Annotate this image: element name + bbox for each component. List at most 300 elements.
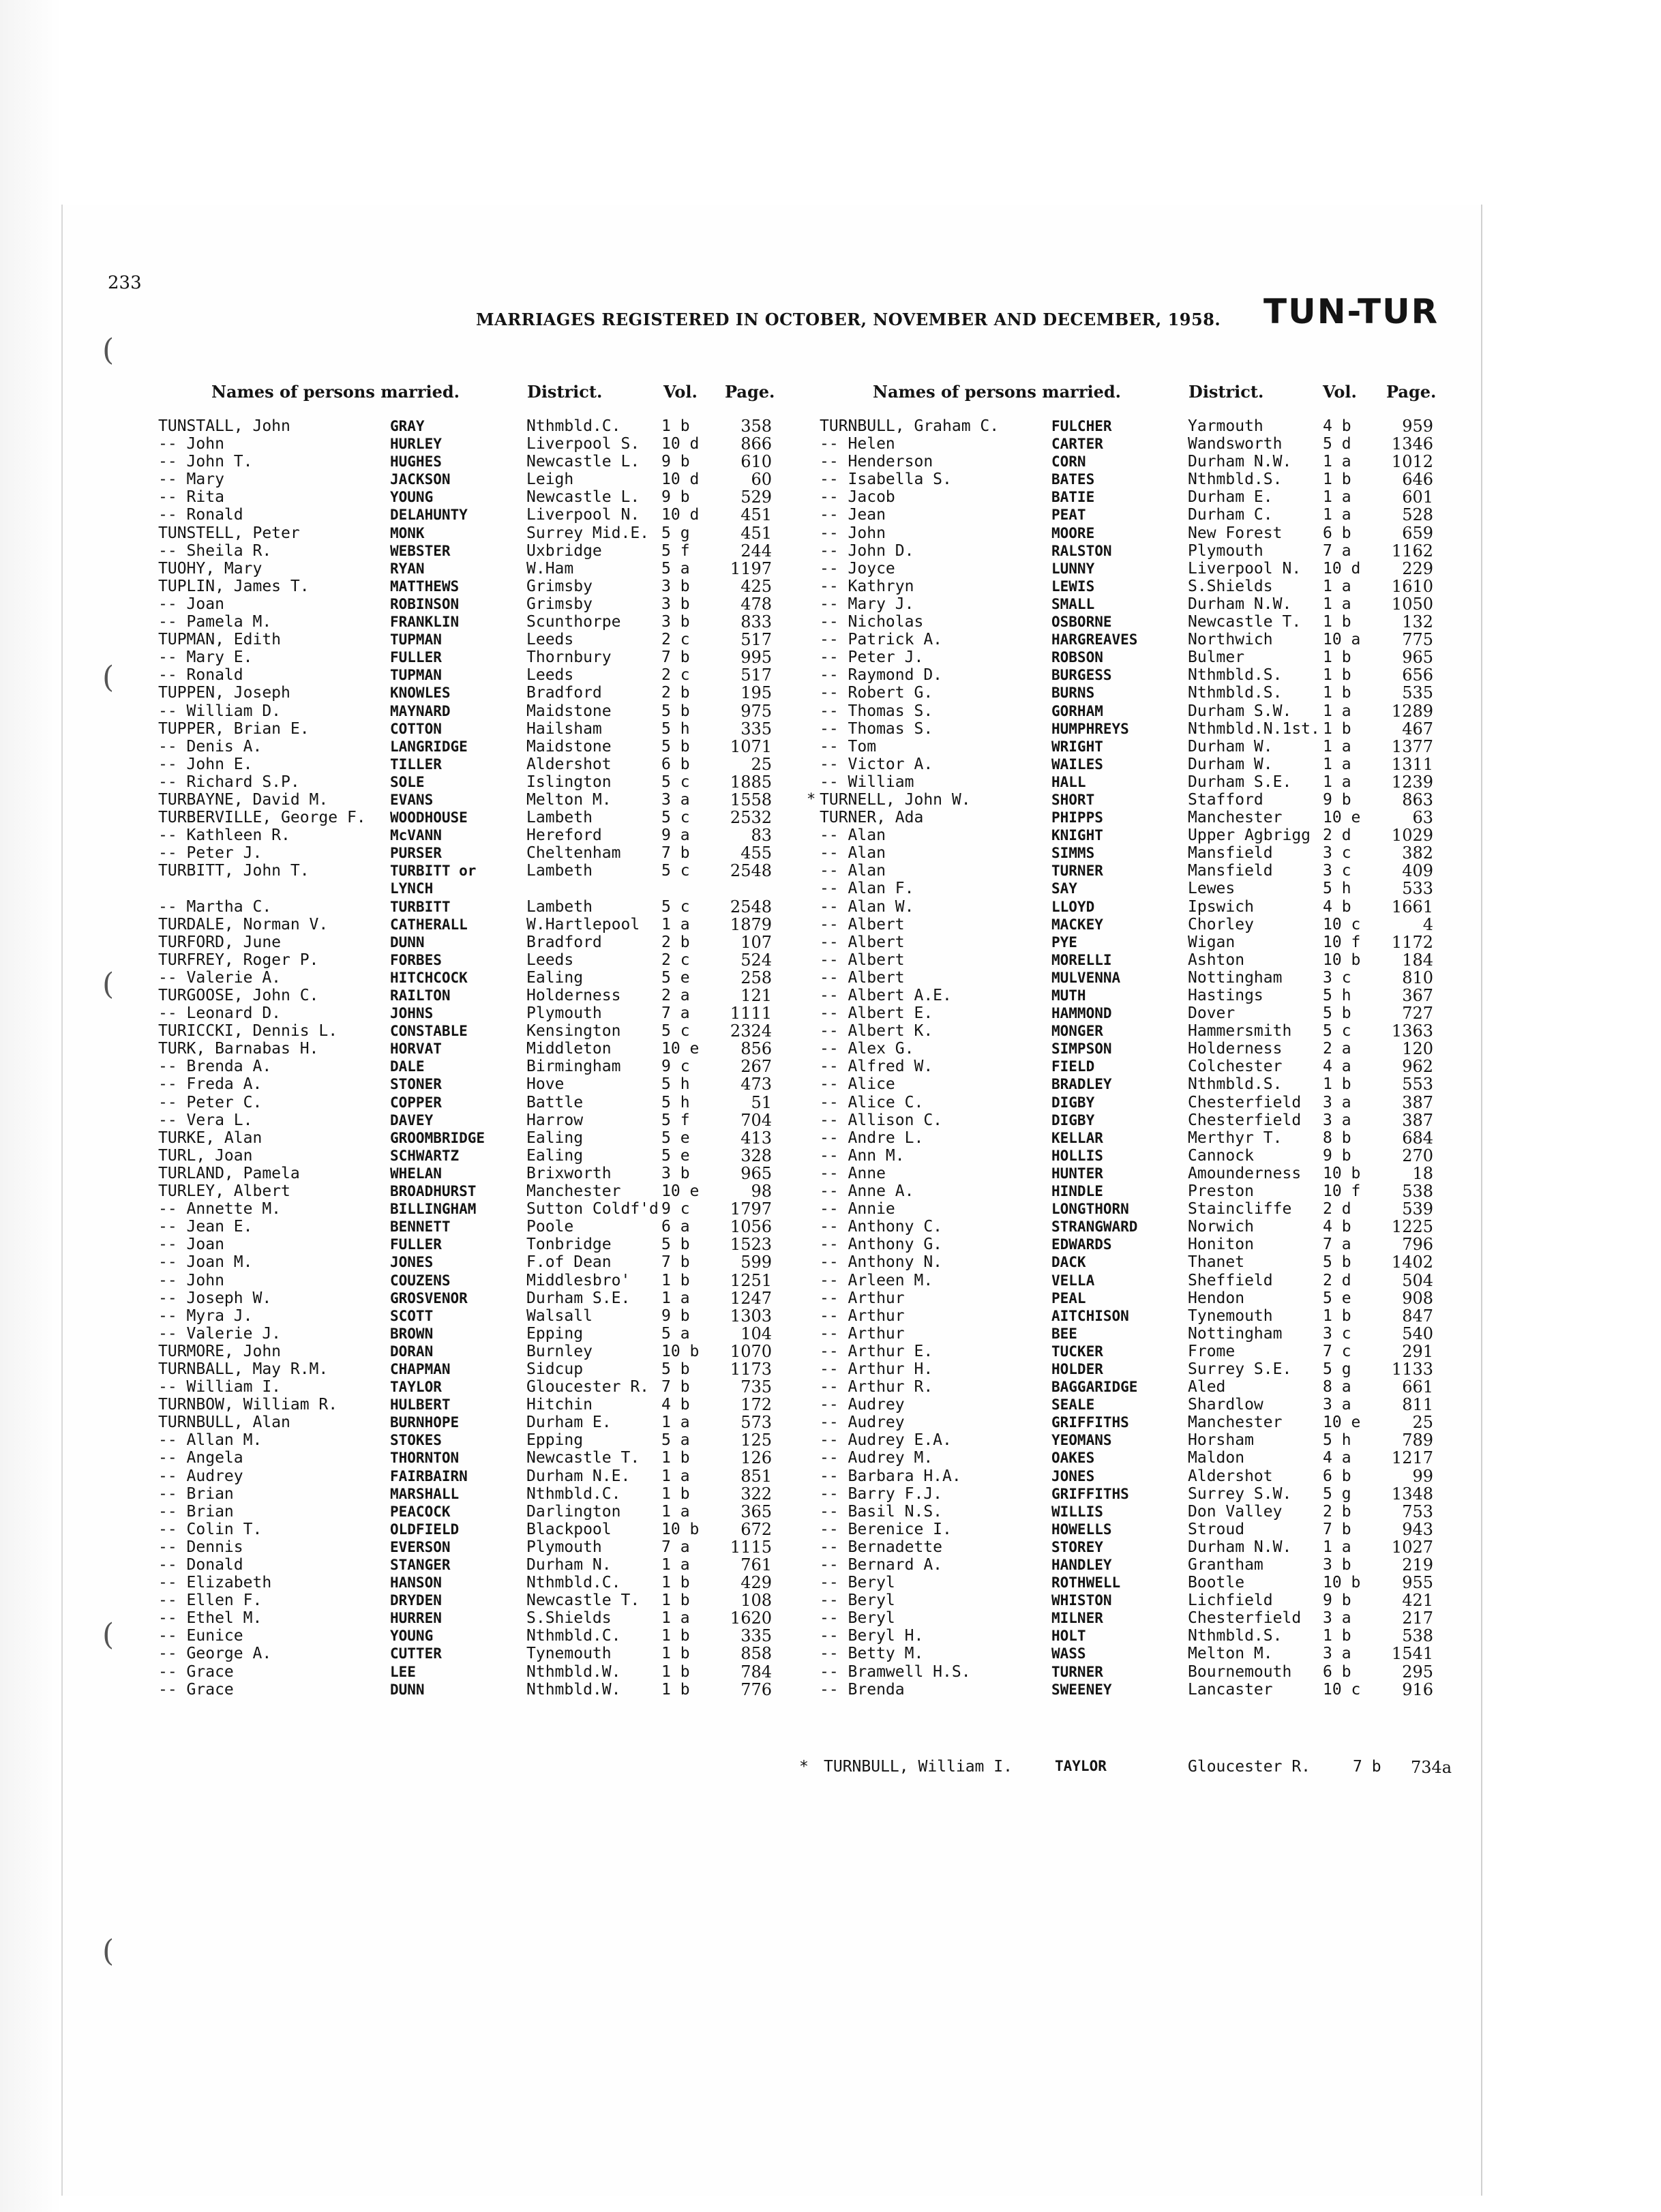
register-entry-row [820,542,1461,560]
register-entry-row [820,1503,1461,1521]
register-entry-row [820,1343,1461,1360]
register-entry-row [820,1378,1461,1396]
person-name: -- Andre L. [820,1129,924,1147]
district: Bulmer [1188,648,1245,667]
register-entry-row [820,916,1461,933]
register-entry-row [158,1325,792,1343]
district: Durham N.E. [526,1467,631,1485]
person-name: TURK, Barnabas H. [158,1040,319,1058]
page-ref: 1225 [1391,1217,1433,1237]
person-name: -- John [820,524,886,542]
volume: 3 a [1323,1645,1351,1663]
spouse-surname: GORHAM [1051,702,1103,719]
spouse-surname: BURNS [1051,685,1095,702]
register-entry-row [820,1022,1461,1040]
district: W.Hartlepool [526,915,640,933]
page-ref: 1197 [730,558,772,578]
register-entry-row [158,826,792,844]
register-entry-row [158,1253,792,1271]
register-entry-row [158,1343,792,1360]
district: Durham S.E. [1188,773,1292,791]
district: Manchester [1188,809,1283,827]
page-ref: 413 [740,1128,772,1148]
volume: 3 a [661,790,690,809]
page-ref: 409 [1402,861,1433,881]
register-entry-row [158,1574,792,1591]
page-ref: 219 [1402,1555,1433,1574]
district: Lewes [1188,880,1236,898]
district: Hereford [526,826,602,845]
person-name: TURGOOSE, John C. [158,987,319,1004]
volume: 10 f [1323,1182,1361,1201]
page-ref: 63 [1412,808,1433,828]
person-name: TUPPEN, Joseph [158,684,290,702]
page-ref: 270 [1402,1146,1433,1165]
page-ref: 735 [740,1377,772,1397]
volume: 5 g [1323,1484,1351,1503]
volume: 3 b [661,577,690,595]
spouse-surname: OAKES [1051,1450,1095,1467]
volume: 3 b [661,613,690,631]
register-entry-row [158,1040,792,1058]
district: Bootle [1188,1574,1245,1592]
person-name: TURL, Joan [158,1146,253,1165]
page-ref: 195 [740,683,772,703]
person-name: -- Albert [820,933,905,951]
page-ref: 784 [740,1662,772,1682]
volume: 1 b [1323,1306,1351,1325]
person-name: -- Myra J. [158,1306,253,1325]
spouse-surname: KNOWLES [390,685,451,702]
page-ref: 599 [740,1253,772,1272]
register-entry-row [820,1040,1461,1058]
spouse-surname: LLOYD [1051,898,1095,915]
person-name: -- Kathryn [820,577,914,595]
binding-hole-mark: ( [102,660,115,695]
register-entry-row [158,880,792,897]
register-entry-row [820,898,1461,916]
person-name: -- Bernadette [820,1538,943,1556]
person-name: -- Thomas S. [820,702,933,720]
volume: 1 a [1323,453,1351,471]
district: Aldershot [1188,1467,1273,1485]
person-name: -- Alan [820,862,886,880]
page-ref: 184 [1402,950,1433,970]
page-ref: 258 [740,968,772,987]
register-entry-row [820,631,1461,648]
person-name: -- William I. [158,1378,282,1396]
district: Thornbury [526,648,612,667]
district: Maldon [1188,1449,1245,1467]
register-entry-row [820,1396,1461,1414]
spouse-surname: PYE [1051,933,1077,951]
page-ref: 775 [1402,630,1433,650]
district: Plymouth [1188,541,1263,560]
right-names-header: Names of persons married. [873,382,1121,402]
register-entry-row [820,756,1461,773]
district: Durham S.W. [1188,702,1292,720]
page-ref: 1797 [730,1199,772,1219]
register-entry-row [820,1147,1461,1165]
person-name: -- Anthony G. [820,1236,943,1254]
person-name: -- Anthony C. [820,1218,943,1236]
volume: 7 a [1323,1236,1351,1254]
person-name: -- Audrey [820,1414,905,1432]
page-ref: 1363 [1391,1021,1433,1041]
left-vol-header: Vol. [663,382,698,402]
spouse-surname: FAIRBAIRN [390,1467,468,1484]
spouse-surname: SOLE [390,773,425,790]
page-ref: 524 [740,950,772,970]
volume: 5 c [661,1022,690,1041]
person-name: -- Barbara H.A. [820,1467,961,1485]
register-entry-row [820,1538,1461,1556]
district: Uxbridge [526,541,602,560]
page-ref: 1348 [1391,1484,1433,1504]
register-entry-row [820,951,1461,969]
page-ref: 1311 [1391,754,1433,774]
volume: 6 b [1323,524,1351,542]
register-entry-row [820,1574,1461,1591]
register-entry-row [158,613,792,631]
district: Ealing [526,968,584,987]
spouse-surname: TILLER [390,756,442,773]
page-ref: 943 [1402,1519,1433,1539]
district: Melton M. [1188,1645,1273,1663]
register-entry-row [820,453,1461,470]
spouse-surname: MARSHALL [390,1485,460,1502]
spouse-surname: HANDLEY [1051,1557,1112,1573]
spouse-surname: WHISTON [1051,1592,1112,1609]
person-name: -- Barry F.J. [820,1484,943,1503]
spouse-surname: GRIFFITHS [1051,1485,1129,1502]
person-name: -- Dennis [158,1538,243,1556]
register-entry-row [820,1129,1461,1147]
page-ref: 425 [740,576,772,596]
page-ref: 529 [740,488,772,507]
district: Blackpool [526,1520,612,1538]
page-ref: 539 [1402,1199,1433,1219]
page-ref: 98 [751,1182,772,1201]
page-ref: 1377 [1391,736,1433,756]
volume: 2 a [1323,1040,1351,1058]
person-name: -- Alan W. [820,897,914,916]
spouse-surname: ROBINSON [390,595,460,612]
district: Leigh [526,470,574,489]
register-entry-row [820,1449,1461,1467]
page-ref: 1558 [730,790,772,809]
page-ref: 83 [751,826,772,846]
person-name: TUPPER, Brian E. [158,719,310,738]
register-entry-row [158,969,792,987]
page-ref: 727 [1402,1004,1433,1023]
volume: 10 b [661,1520,700,1538]
district: Wandsworth [1188,435,1283,453]
volume: 3 a [1323,1609,1351,1628]
person-name: -- Jean E. [158,1218,253,1236]
district: Durham N.W. [1188,1538,1292,1556]
left-names-header: Names of persons married. [211,382,460,402]
spouse-surname: HOLLIS [1051,1147,1103,1164]
district: Harrow [526,1111,584,1129]
register-entry-row [820,1609,1461,1627]
person-name: -- Jacob [820,488,895,507]
person-name: -- Bernard A. [820,1556,943,1574]
person-name: TUNSTALL, John [158,417,290,435]
district: F.of Dean [526,1253,612,1272]
register-entry-row [158,578,792,595]
person-name: -- Albert E. [820,1004,933,1023]
spouse-surname: LANGRIDGE [390,738,468,755]
district: Grimsby [526,595,593,613]
page-ref: 540 [1402,1324,1433,1343]
spouse-surname: LYNCH [390,880,434,897]
register-entry-row [820,1236,1461,1253]
person-name: -- Jean [820,506,886,524]
page-ref: 126 [740,1448,772,1468]
register-entry-row [158,916,792,933]
page-ref: 108 [740,1591,772,1611]
spouse-surname: FULCHER [1051,418,1112,434]
spouse-surname: DIGBY [1051,1111,1095,1129]
page-ref: 847 [1402,1306,1433,1326]
page-ref: 229 [1402,558,1433,578]
volume: 3 c [1323,1324,1351,1343]
register-entry-row [158,595,792,613]
person-name: -- Arthur [820,1324,905,1343]
district: Cannock [1188,1146,1254,1165]
person-name: -- John E. [158,755,253,773]
district: Yarmouth [1188,417,1263,435]
spouse-surname: FORBES [390,951,442,968]
register-entry-row [820,1111,1461,1129]
register-entry-row [158,1609,792,1627]
spouse-surname: DRYDEN [390,1592,442,1609]
volume: 7 c [1323,1342,1351,1360]
page-ref: 535 [1402,683,1433,703]
person-name: -- Brian [158,1502,234,1521]
spouse-surname: HUMPHREYS [1051,720,1129,737]
person-name: -- Joan [158,1236,224,1254]
person-name: -- Arthur R. [820,1378,933,1396]
spouse-surname: MACKEY [1051,916,1103,933]
spouse-surname: SMALL [1051,595,1095,612]
district: Middleton [526,1040,612,1058]
person-name: -- Albert [820,968,905,987]
spouse-surname: TURBITT [390,898,451,915]
district: Nthmbld.C. [526,1627,621,1645]
volume: 5 b [1323,1253,1351,1272]
page-ref: 851 [740,1466,772,1486]
page-ref: 1251 [730,1270,772,1290]
volume: 10 e [661,1182,700,1201]
spouse-surname: LONGTHORN [1051,1201,1129,1218]
spouse-surname: TAYLOR [390,1379,442,1396]
page-ref: 2532 [730,808,772,828]
register-entry-row [158,1485,792,1503]
footnote-mark: * [799,1758,809,1776]
register-entry-row [158,488,792,506]
person-name: TURKE, Alan [158,1129,263,1147]
page-ref: 789 [1402,1431,1433,1450]
volume: 1 b [661,1484,690,1503]
volume: 1 a [1323,595,1351,613]
register-entry-row [820,1075,1461,1093]
district: S.Shields [1188,577,1273,595]
page-ref: 573 [740,1413,772,1433]
spouse-surname: STRANGWARD [1051,1219,1138,1236]
volume: 3 c [1323,844,1351,863]
spouse-surname: BAGGARIDGE [1051,1379,1138,1396]
person-name: -- Leonard D. [158,1004,282,1023]
page-ref: 776 [740,1679,772,1699]
volume: 1 b [661,417,690,435]
register-entry-row [158,631,792,648]
volume: 9 b [1323,1591,1351,1610]
register-entry-row [158,1556,792,1574]
volume: 5 b [661,702,690,720]
person-name: -- Alan F. [820,880,914,898]
person-name: -- Rita [158,488,224,507]
page-ref: 761 [740,1555,772,1574]
spouse-surname: WRIGHT [1051,738,1103,755]
person-name: -- Henderson [820,453,933,471]
district: Durham E. [1188,488,1273,507]
person-name: -- Allison C. [820,1111,943,1129]
volume: 5 e [661,1129,690,1147]
page-ref: 1610 [1391,576,1433,596]
spouse-surname: MILNER [1051,1610,1103,1627]
page-ref: 538 [1402,1626,1433,1646]
person-name: -- Sheila R. [158,541,272,560]
left-page-header: Page. [725,382,775,402]
volume: 1 b [1323,613,1351,631]
spouse-surname: FIELD [1051,1058,1095,1075]
register-entry-row [820,809,1461,826]
person-name: -- Ronald [158,666,243,685]
person-name: -- Arthur H. [820,1360,933,1378]
surname-range: TUN-TUR [1263,292,1439,331]
district: Durham S.E. [526,1289,631,1307]
register-entry-row [158,1272,792,1289]
volume: 1 a [661,1414,690,1432]
district: Lambeth [526,862,593,880]
volume: 10 d [661,506,700,524]
page-ref: 538 [1402,1182,1433,1201]
volume: 7 b [661,1253,690,1272]
person-name: -- Anthony N. [820,1253,943,1272]
person-name: -- Patrick A. [820,631,943,649]
district: Surrey S.E. [1188,1360,1292,1378]
volume: 3 a [1323,1396,1351,1414]
volume: 1 a [661,1289,690,1307]
volume: 9 b [661,1306,690,1325]
person-name: -- Audrey M. [820,1449,933,1467]
page-ref: 858 [740,1644,772,1664]
district: Hastings [1188,987,1263,1004]
register-entry-row [820,595,1461,613]
volume: 5 e [1323,1289,1351,1307]
district: Nthmbld.W. [526,1680,621,1699]
register-entry-row [158,702,792,720]
volume: 1 b [661,1662,690,1681]
person-name: -- Arthur E. [820,1342,933,1360]
volume: 5 c [1323,1022,1351,1041]
district: Newcastle L. [526,488,640,507]
register-entry-row [158,1681,792,1699]
volume: 1 b [661,1449,690,1467]
district: Ipswich [1188,897,1254,916]
volume: 1 b [661,1627,690,1645]
volume: 10 b [1323,1574,1361,1592]
register-entry-row [820,844,1461,862]
register-entry-row [158,1147,792,1165]
district: New Forest [1188,524,1283,542]
volume: 4 b [1323,417,1351,435]
district: Nthmbld.S. [1188,1075,1283,1094]
page-ref: 217 [1402,1609,1433,1628]
register-entry-row [820,969,1461,987]
volume: 5 b [661,1360,690,1378]
person-name: -- Ann M. [820,1146,905,1165]
register-entry-row [158,1289,792,1307]
district: Newcastle T. [1188,613,1302,631]
scan-margin [0,0,61,2212]
district: Middlesbro' [526,1271,631,1289]
register-entry-row [158,1645,792,1662]
spouse-surname: DIGBY [1051,1094,1095,1111]
spouse-surname: STONER [390,1076,442,1093]
spouse-surname: BATIE [1051,489,1095,506]
district: Manchester [1188,1414,1283,1432]
person-name: -- Albert A.E. [820,987,952,1004]
register-entry-row [158,1414,792,1431]
page-ref: 1247 [730,1288,772,1308]
district: Aldershot [526,755,612,773]
page-ref: 387 [1402,1092,1433,1112]
spouse-surname: BROWN [390,1325,434,1342]
spouse-surname: GROSVENOR [390,1289,468,1306]
person-name: -- Victor A. [820,755,933,773]
register-entry-row [158,791,792,809]
person-name: -- Ethel M. [158,1609,263,1628]
person-name: TURBITT, John T. [158,862,310,880]
page-ref: 451 [740,523,772,543]
register-entry-row [820,1200,1461,1218]
register-entry-row [820,1004,1461,1022]
district: Hitchin [526,1396,593,1414]
page-ref: 866 [740,434,772,454]
district: Lancaster [1188,1680,1273,1699]
person-name: -- Isabella S. [820,470,952,489]
district: Grantham [1188,1556,1263,1574]
register-entry-row [158,684,792,702]
person-name: -- Colin T. [158,1520,263,1538]
person-name: TURNER, Ada [820,809,924,827]
register-entry-row [158,1004,792,1022]
spouse-surname: PEACOCK [390,1503,451,1520]
page-ref: 322 [740,1484,772,1504]
page-ref: 601 [1402,488,1433,507]
volume: 1 a [1323,702,1351,720]
person-name: -- Audrey [158,1467,243,1485]
register-entry-row [820,702,1461,720]
correction-mark: * [807,791,816,808]
page-ref: 684 [1402,1128,1433,1148]
person-name: -- Valerie J. [158,1324,282,1343]
person-name: -- Beryl [820,1609,895,1628]
person-name: -- Mary [158,470,224,489]
